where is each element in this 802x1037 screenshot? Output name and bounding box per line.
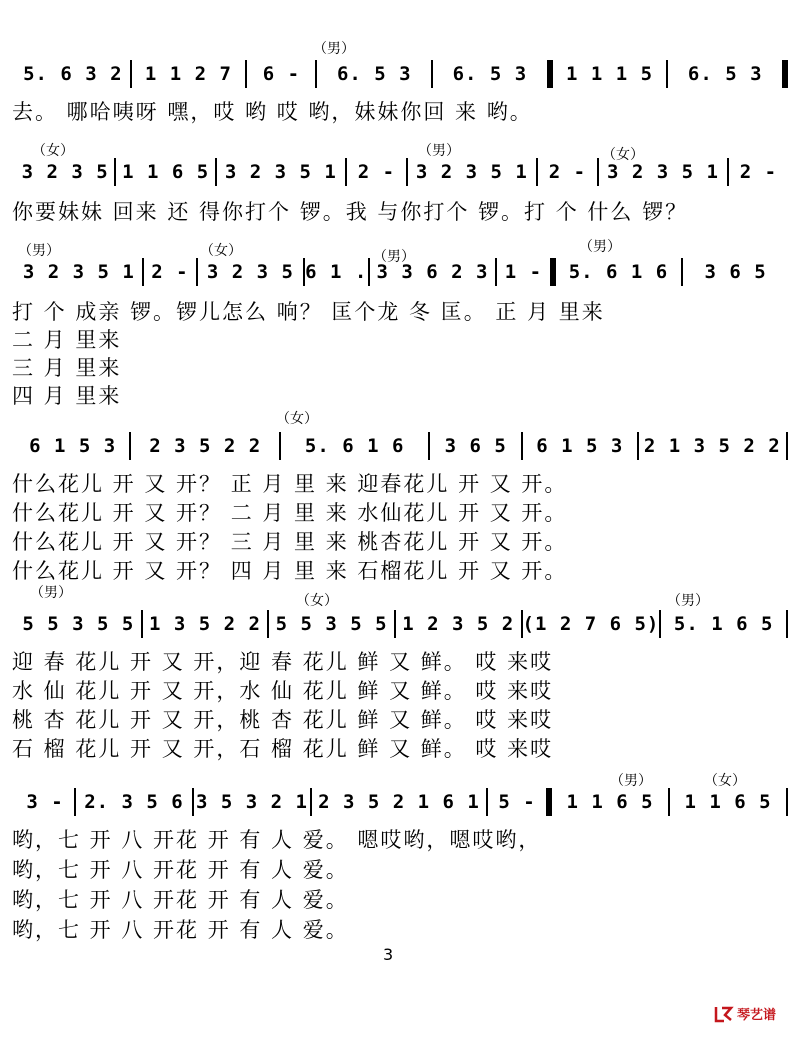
lyric-line: 什么花儿 开 又 开？ 三 月 里 来 桃杏花儿 开 又 开。 xyxy=(12,530,568,554)
measure: 2 3 5 2 2 xyxy=(149,435,262,457)
role-mark-male: （男） xyxy=(30,585,72,601)
measure: 6 1 . xyxy=(305,261,368,283)
lyric-line: 什么花儿 开 又 开？ 二 月 里 来 水仙花儿 开 又 开。 xyxy=(12,501,568,525)
role-mark-female: （女） xyxy=(200,243,242,259)
measure: 1 2 3 5 2 xyxy=(402,613,515,635)
measure: 5. 6 3 2 xyxy=(23,63,123,85)
lyric-line: 迎 春 花儿 开 又 开，迎 春 花儿 鲜 又 鲜。 哎 来哎 xyxy=(12,650,554,674)
measure: 5 - xyxy=(498,791,536,813)
barline xyxy=(786,788,788,816)
notation-line xyxy=(16,258,788,286)
measure: 2. 3 5 6 xyxy=(84,791,184,813)
lyric-line: 哟，七 开 八 开花 开 有 人 爱。 xyxy=(12,858,349,882)
measure: 3 2 3 5 xyxy=(21,161,109,183)
measure: (1 2 7 6 5) xyxy=(522,613,660,635)
measure: 3 2 3 5 xyxy=(206,261,294,283)
lyric-line: 什么花儿 开 又 开？ 四 月 里 来 石榴花儿 开 又 开。 xyxy=(12,559,568,583)
role-mark-female: （女） xyxy=(704,773,746,789)
page-number: 3 xyxy=(383,945,394,964)
measure: 6 1 5 3 xyxy=(536,435,624,457)
lyric-line: 哟，七 开 八 开花 开 有 人 爱。 嗯哎哟，嗯哎哟， xyxy=(12,828,542,852)
lyric-line: 哟，七 开 八 开花 开 有 人 爱。 xyxy=(12,918,349,942)
lyric-line: 什么花儿 开 又 开？ 正 月 里 来 迎春花儿 开 又 开。 xyxy=(12,472,568,496)
barline xyxy=(786,610,788,638)
measure: 3 2 3 5 1 xyxy=(224,161,337,183)
measure: 2 - xyxy=(739,161,778,183)
measure: 2 - xyxy=(548,161,587,183)
lyric-line: 石 榴 花儿 开 又 开，石 榴 花儿 鲜 又 鲜。 哎 来哎 xyxy=(12,737,554,761)
lyric-line: 水 仙 花儿 开 又 开，水 仙 花儿 鲜 又 鲜。 哎 来哎 xyxy=(12,679,554,703)
lyric-line: 去。 哪哈咦呀 嘿，哎 哟 哎 哟，妹妹你回 来 哟。 xyxy=(12,100,533,124)
measure: 1 1 6 5 xyxy=(684,791,772,813)
role-mark-female: （女） xyxy=(32,143,74,159)
barline xyxy=(786,432,788,460)
lyric-line: 哟，七 开 八 开花 开 有 人 爱。 xyxy=(12,888,349,912)
measure: 2 1 3 5 2 2 xyxy=(643,435,781,457)
measure: 3 6 5 xyxy=(704,261,767,283)
role-mark-female: （女） xyxy=(296,593,338,609)
measure: 5 5 3 5 5 xyxy=(275,613,388,635)
lyric-line: 三 月 里来 xyxy=(12,356,122,380)
measure: 5. 1 6 5 xyxy=(673,613,774,635)
measure: 6. 5 3 xyxy=(452,63,528,85)
measure: 1 1 1 5 xyxy=(566,63,654,85)
notation-line xyxy=(16,60,788,88)
measure: 3 - xyxy=(26,791,64,813)
measure: 6. 5 3 xyxy=(687,63,763,85)
measure: 5. 6 1 6 xyxy=(568,261,669,283)
lyric-line: 桃 杏 花儿 开 又 开，桃 杏 花儿 鲜 又 鲜。 哎 来哎 xyxy=(12,708,554,732)
measure: 6 1 5 3 xyxy=(29,435,117,457)
logo-mark-icon xyxy=(714,1005,734,1023)
repeat-end-barline xyxy=(782,60,788,88)
lyric-line: 二 月 里来 xyxy=(12,328,122,352)
lyric-line: 你要妹妹 回来 还 得你打个 锣。我 与你打个 锣。打 个 什么 锣？ xyxy=(12,200,689,224)
measure: 1 1 6 5 xyxy=(566,791,654,813)
role-mark-male: （男） xyxy=(18,243,60,259)
measure: 3 3 6 2 3 xyxy=(376,261,489,283)
lyric-line: 四 月 里来 xyxy=(12,384,122,408)
measure: 5. 6 1 6 xyxy=(304,435,405,457)
role-mark-male: （男） xyxy=(313,41,355,57)
logo xyxy=(714,1004,776,1023)
lyric-line: 打 个 成亲 锣。锣儿怎么 响？ 匡个龙 冬 匡。 正 月 里来 xyxy=(12,300,605,324)
measure: 3 2 3 5 1 xyxy=(606,161,719,183)
measure: 1 1 6 5 xyxy=(122,161,210,183)
role-mark-male: （男） xyxy=(373,249,415,265)
notation-line xyxy=(16,158,788,186)
role-mark-male: （男） xyxy=(418,143,460,159)
measure: 3 5 3 2 1 xyxy=(196,791,308,813)
measure: 3 2 3 5 1 xyxy=(415,161,528,183)
notation-line xyxy=(16,610,788,638)
measure: 1 3 5 2 2 xyxy=(148,613,261,635)
logo-text: 琴艺谱 xyxy=(737,1008,777,1023)
role-mark-male: （男） xyxy=(667,593,709,609)
role-mark-female: （女） xyxy=(602,147,644,163)
measure: 6 - xyxy=(262,63,301,85)
notation-line xyxy=(16,788,788,816)
role-mark-male: （男） xyxy=(610,773,652,789)
measure: 1 1 2 7 xyxy=(144,63,232,85)
role-mark-female: （女） xyxy=(276,411,318,427)
measure: 2 3 5 2 1 6 1 xyxy=(318,791,480,813)
role-mark-male: （男） xyxy=(579,239,621,255)
measure: 1 - xyxy=(504,261,543,283)
measure: 2 - xyxy=(357,161,396,183)
measure: 2 - xyxy=(151,261,189,283)
measure: 3 6 5 xyxy=(444,435,507,457)
measure: 5 5 3 5 5 xyxy=(22,613,135,635)
measure: 3 2 3 5 1 xyxy=(22,261,135,283)
notation-line xyxy=(16,432,788,460)
measure: 6. 5 3 xyxy=(336,63,412,85)
